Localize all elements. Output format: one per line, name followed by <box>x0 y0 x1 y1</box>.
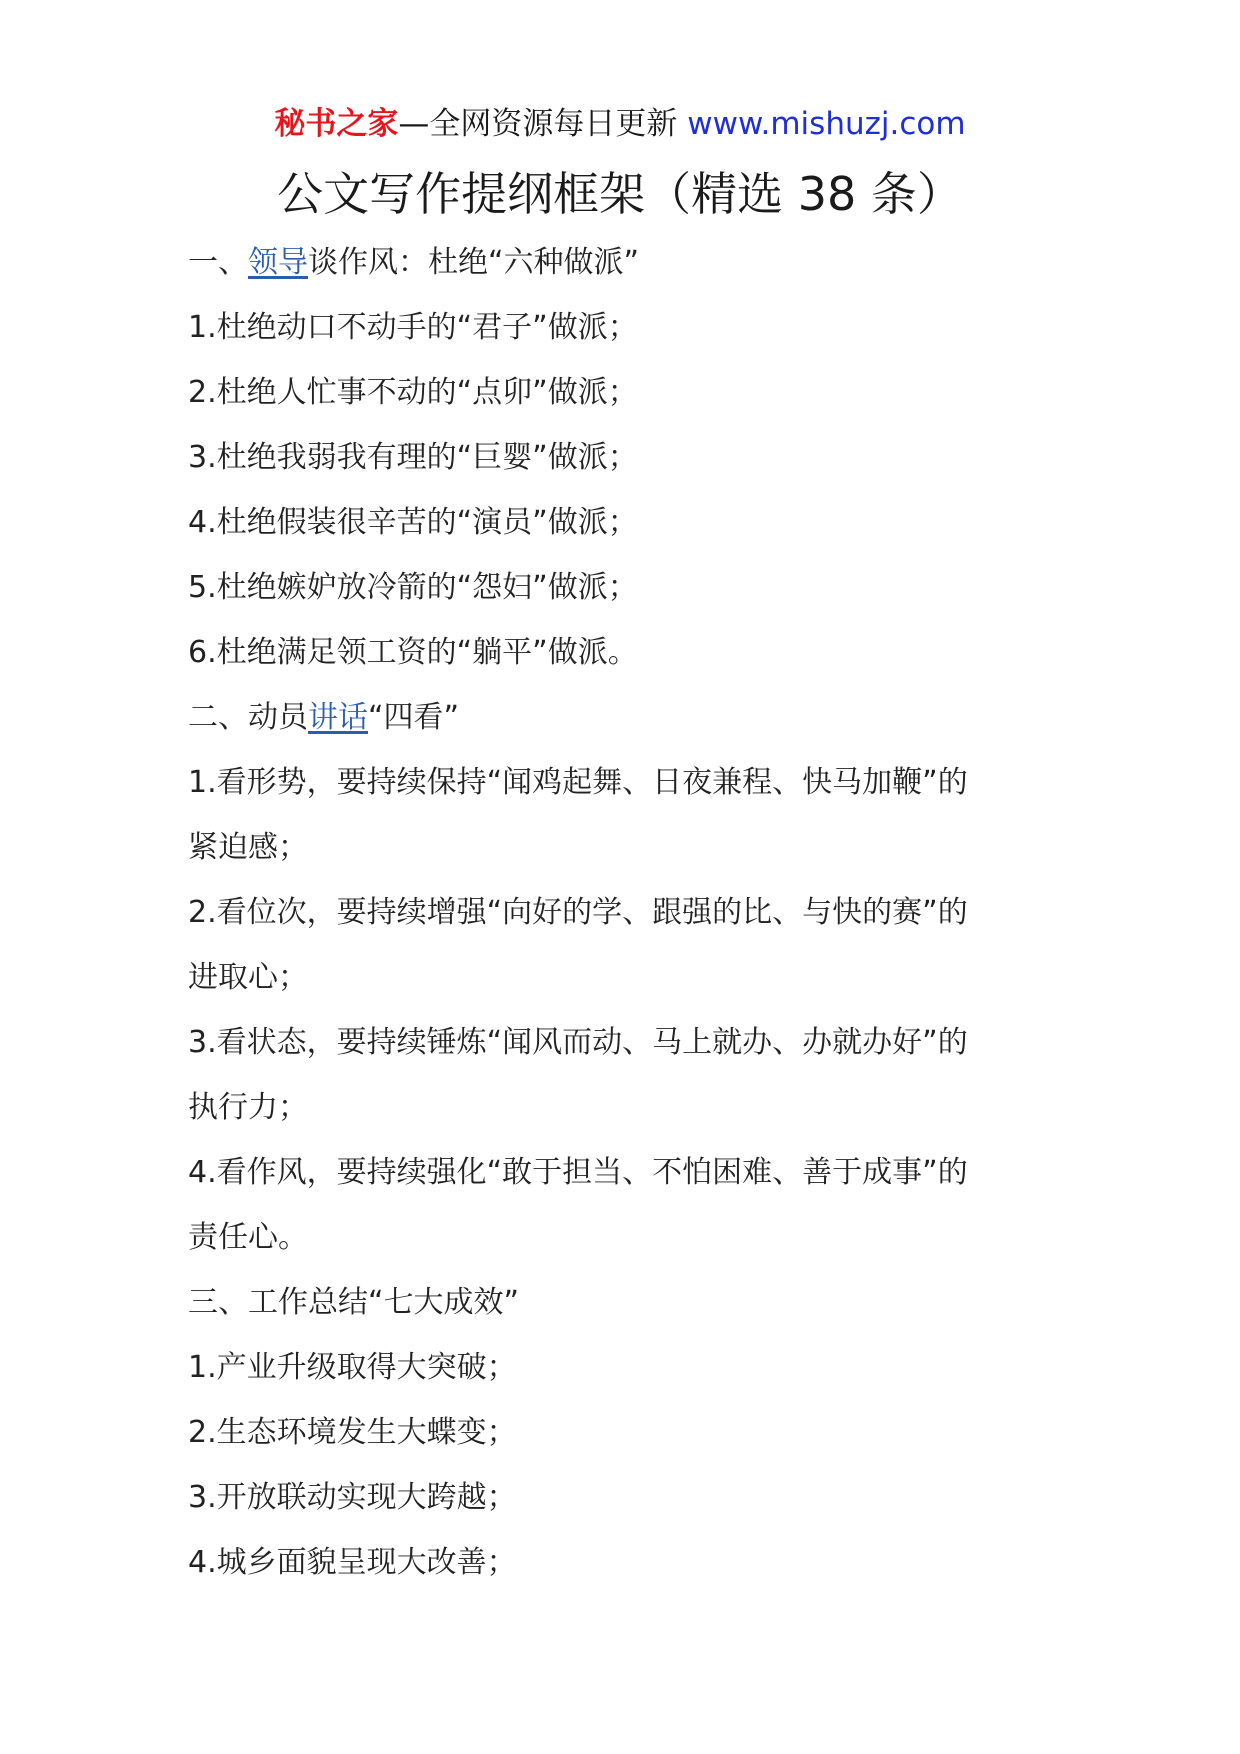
list-item: 4.杜绝假装很辛苦的“演员”做派； <box>188 505 638 540</box>
header-tagline: —全网资源每日更新 <box>398 106 678 142</box>
list-item-continuation: 执行力； <box>188 1090 308 1125</box>
section-heading-2 <box>188 685 1048 750</box>
document-title: 公文写作提纲框架（精选 38 条） <box>277 167 963 221</box>
site-url-link[interactable]: www.mishuzj.com <box>687 106 966 142</box>
list-item-continuation: 紧迫感； <box>188 830 308 865</box>
section-heading-prefix: 一、 <box>188 245 248 280</box>
document-body <box>188 230 1048 1595</box>
section-heading-suffix: 谈作风：杜绝“六种做派” <box>308 245 640 280</box>
list-item: 3.看状态，要持续锤炼“闻风而动、马上就办、办就办好”的 <box>188 1025 968 1060</box>
list-item-continuation: 进取心； <box>188 960 308 995</box>
list-item: 5.杜绝嫉妒放冷箭的“怨妇”做派； <box>188 570 638 605</box>
list-item: 1.产业升级取得大突破； <box>188 1350 517 1385</box>
list-item: 2.看位次，要持续增强“向好的学、跟强的比、与快的赛”的 <box>188 895 968 930</box>
site-header <box>0 104 1240 144</box>
section-heading-prefix: 二、动员 <box>188 700 308 735</box>
list-item: 6.杜绝满足领工资的“躺平”做派。 <box>188 635 638 670</box>
speech-link[interactable]: 讲话 <box>308 700 368 735</box>
list-item: 2.杜绝人忙事不动的“点卯”做派； <box>188 375 638 410</box>
list-item: 4.看作风，要持续强化“敢于担当、不怕困难、善于成事”的 <box>188 1155 968 1190</box>
list-item: 1.看形势，要持续保持“闻鸡起舞、日夜兼程、快马加鞭”的 <box>188 765 968 800</box>
section-heading-1 <box>188 230 1048 295</box>
section-heading-suffix: “四看” <box>368 700 460 735</box>
list-item: 3.杜绝我弱我有理的“巨婴”做派； <box>188 440 638 475</box>
brand-name: 秘书之家 <box>274 106 399 142</box>
list-item-continuation: 责任心。 <box>188 1220 308 1255</box>
list-item: 4.城乡面貌呈现大改善； <box>188 1545 517 1580</box>
list-item: 2.生态环境发生大蝶变； <box>188 1415 517 1450</box>
list-item: 1.杜绝动口不动手的“君子”做派； <box>188 310 638 345</box>
leader-link[interactable]: 领导 <box>248 245 308 280</box>
section-heading-3: 三、工作总结“七大成效” <box>188 1285 520 1320</box>
list-item: 3.开放联动实现大跨越； <box>188 1480 517 1515</box>
